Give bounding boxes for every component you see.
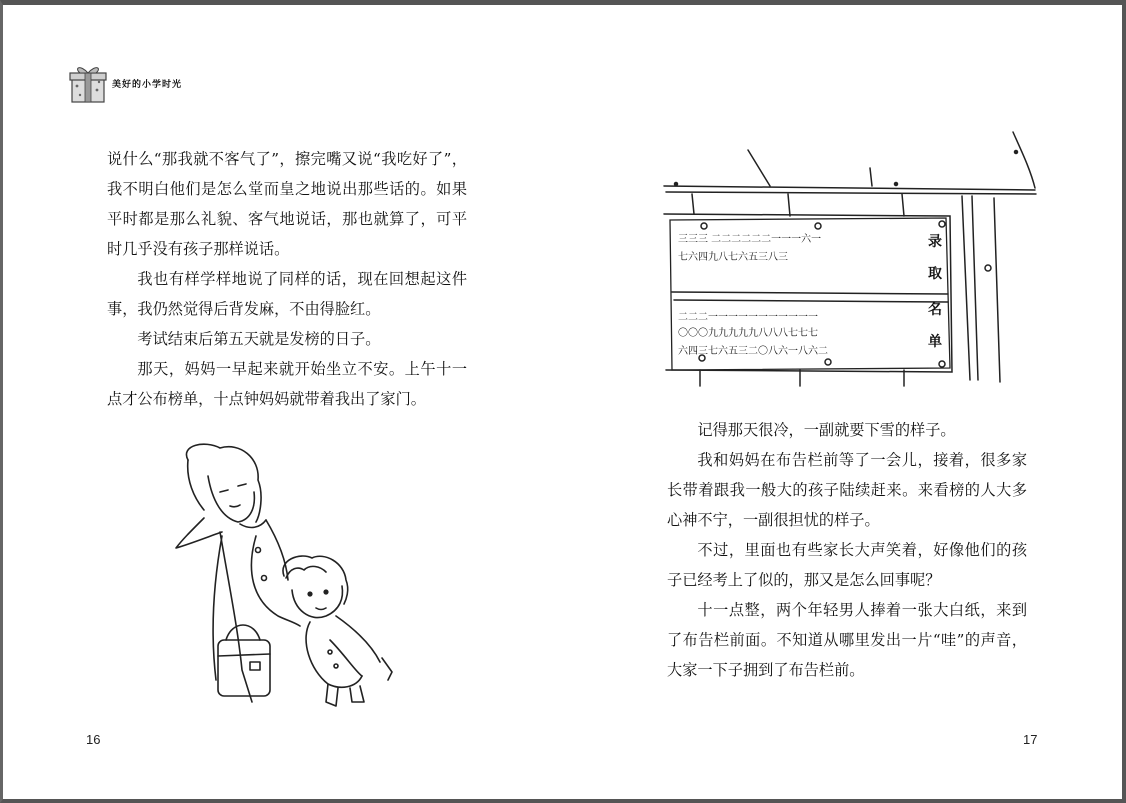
paragraph: 那天，妈妈一早起来就开始坐立不安。上午十一点才公布榜单，十点钟妈妈就带着我出了家门。	[107, 360, 467, 408]
gift-box-logo-icon	[66, 62, 110, 106]
paragraph: 不过，里面也有些家长大声笑着，好像他们的孩子已经考上了似的，那又是怎么回事呢？	[667, 541, 1027, 589]
board-row1-bottom: 七六四九八七六五三八三	[678, 252, 788, 263]
board-label-char: 取	[928, 266, 942, 282]
board-label-char: 录	[928, 234, 942, 250]
paragraph: 我也有样学样地说了同样的话，现在回想起这件事，我仍然觉得后背发麻，不由得脸红。	[107, 270, 467, 318]
board-row2-top: 二二二一一一一一一一一一一一	[678, 312, 818, 323]
left-page-text	[107, 144, 467, 414]
board-row1-top: 三三三 二二二二二二一一一六一	[678, 234, 822, 245]
paragraph: 考试结束后第五天就是发榜的日子。	[137, 330, 381, 348]
board-label-char: 名	[928, 302, 942, 318]
page-number-left: 16	[86, 732, 101, 747]
right-page-text	[667, 415, 1027, 685]
board-row2-bottom: 六四三七六五三二〇八六一八六二	[678, 346, 828, 357]
paragraph: 记得那天很冷，一副就要下雪的样子。	[697, 421, 956, 439]
board-row2-mid: 〇〇〇九九九九九八八八七七七	[678, 328, 818, 339]
paragraph: 说什么“那我就不客气了”，擦完嘴又说“我吃好了”，我不明白他们是怎么堂而皇之地说出那些话的。如果平时都是那么礼貌、客气地说话，那也就算了，可平时几乎没有孩子那样说话。	[107, 150, 467, 258]
notice-board-illustration	[660, 128, 1040, 390]
mother-and-child-illustration	[160, 440, 420, 715]
paragraph: 我和妈妈在布告栏前等了一会儿，接着，很多家长带着跟我一般大的孩子陆续赶来。来看榜的人大多心神不宁，一副很担忧的样子。	[667, 451, 1027, 529]
page-number-right: 17	[1023, 732, 1038, 747]
series-title: 美好的小学时光	[112, 80, 183, 90]
paragraph: 十一点整，两个年轻男人捧着一张大白纸，来到了布告栏前面。不知道从哪里发出一片“哇”的声音，大家一下子拥到了布告栏前。	[667, 601, 1027, 679]
board-label-char: 单	[928, 334, 942, 350]
